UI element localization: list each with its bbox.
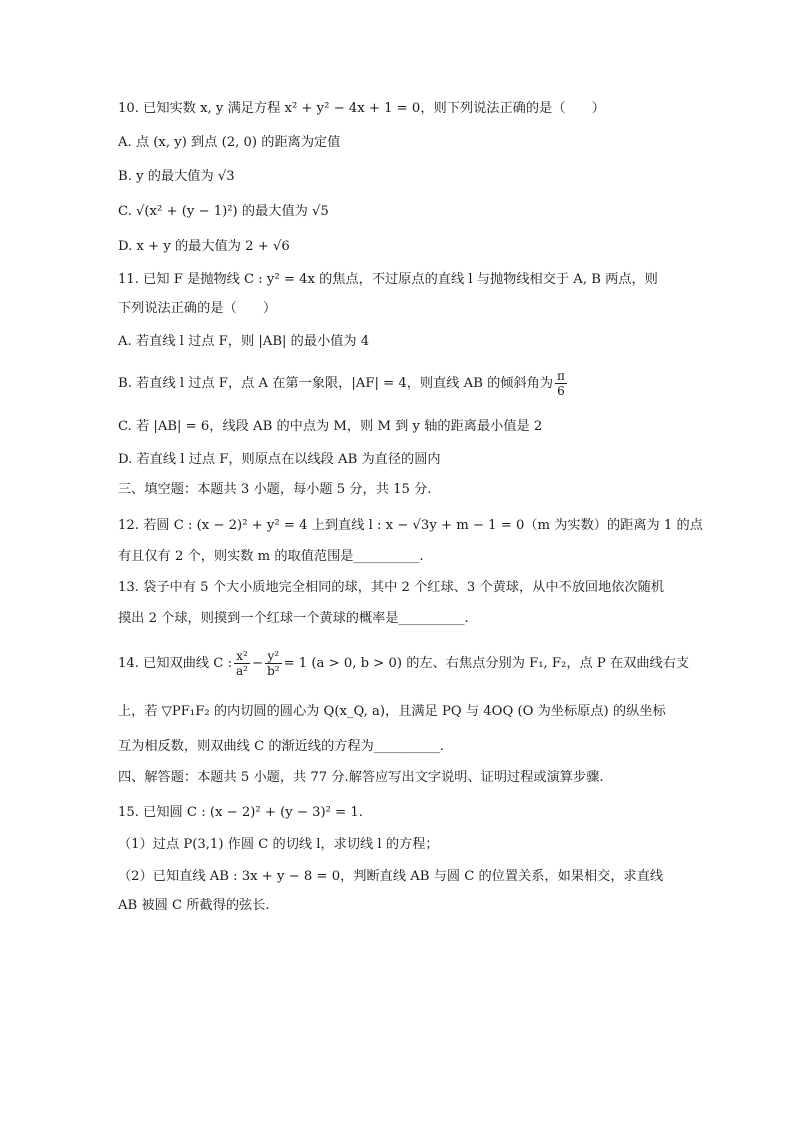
q10-option-d: D. x + y 的最大值为 2 + √6 [118, 239, 290, 254]
q14-suffix: = 1 (a > 0, b > 0) 的左、右焦点分别为 F₁, F₂，点 P 在双曲线右支 [283, 656, 690, 671]
fraction-numerator: π [557, 369, 565, 383]
fraction-numerator: x² [234, 649, 250, 664]
fraction-pi-over-6 [555, 369, 567, 398]
fraction-denominator: a² [236, 664, 248, 678]
question-13-line2: 摸出 2 个球，则摸到一个红球一个黄球的概率是__________. [118, 611, 469, 626]
question-13-line1: 13. 袋子中有 5 个大小质地完全相同的球，其中 2 个红球、3 个黄球，从中不放回地依次随机 [118, 580, 665, 595]
q10-option-b: B. y 的最大值为 √3 [118, 169, 235, 184]
question-12-line1: 12. 若圆 C : (x − 2)² + y² = 4 上到直线 l : x − √3y + m − 1 = 0（m 为实数）的距离为 1 的点 [118, 518, 703, 533]
section-4-heading: 四、解答题：本题共 5 小题，共 77 分.解答应写出文字说明、证明过程或演算步骤. [118, 770, 604, 785]
fraction-denominator: 6 [557, 384, 565, 398]
question-14-line2: 上，若 ▽PF₁F₂ 的内切圆的圆心为 Q(x_Q, a)，且满足 PQ 与 4OQ (O 为坐标原点) 的纵坐标 [118, 704, 666, 719]
fraction-y2-over-b2 [265, 649, 282, 678]
q14-prefix: 14. 已知双曲线 C : [118, 656, 233, 671]
question-12-line2: 有且仅有 2 个，则实数 m 的取值范围是__________. [118, 549, 424, 564]
question-14-line1: 14. 已知双曲线 C : $\frac{\text{x²}}{\text{a²}}$ − $\frac{\text{y²}}{\text{b²}}$ = 1 (a > 0, b > 0) 的左、右焦点分别为 F₁, F₂，点 P 在双曲线右支 [118, 649, 690, 678]
q11-option-a: A. 若直线 l 过点 F，则 |AB| 的最小值为 4 [118, 334, 370, 349]
question-14-line3: 互为相反数，则双曲线 C 的渐近线的方程为__________. [118, 739, 444, 754]
question-11-stem-line1: 11. 已知 F 是抛物线 C : y² = 4x 的焦点，不过原点的直线 l 与抛物线相交于 A, B 两点，则 [118, 272, 658, 287]
q15-part-2-line1: （2）已知直线 AB : 3x + y − 8 = 0，判断直线 AB 与圆 C 的位置关系，如果相交，求直线 [118, 869, 664, 884]
q11-option-b-text: B. 若直线 l 过点 F，点 A 在第一象限，|AF| = 4，则直线 AB 的倾斜角为 [118, 376, 554, 391]
q10-option-a: A. 点 (x, y) 到点 (2, 0) 的距离为定值 [118, 135, 341, 150]
fraction-x2-over-a2 [234, 649, 250, 678]
q15-part-1: （1）过点 P(3,1) 作圆 C 的切线 l，求切线 l 的方程； [118, 837, 439, 852]
q11-option-d: D. 若直线 l 过点 F，则原点在以线段 AB 为直径的圆内 [118, 452, 441, 467]
q10-option-c: C. √(x² + (y − 1)²) 的最大值为 √5 [118, 204, 329, 219]
q11-option-c: C. 若 |AB| = 6，线段 AB 的中点为 M，则 M 到 y 轴的距离最小值是 2 [118, 419, 543, 434]
fraction-numerator: y² [265, 649, 282, 664]
section-3-heading: 三、填空题：本题共 3 小题，每小题 5 分，共 15 分. [118, 482, 432, 497]
fraction-denominator: b² [267, 664, 280, 678]
question-15-stem: 15. 已知圆 C : (x − 2)² + (y − 3)² = 1. [118, 805, 363, 820]
question-10-stem: 10. 已知实数 x, y 满足方程 x² + y² − 4x + 1 = 0，则下列说法正确的是（ ） [118, 101, 605, 116]
q15-part-2-line2: AB 被圆 C 所截得的弦长. [118, 898, 270, 913]
q11-option-b [118, 366, 694, 402]
question-11-stem-line2: 下列说法正确的是（ ） [118, 301, 277, 316]
